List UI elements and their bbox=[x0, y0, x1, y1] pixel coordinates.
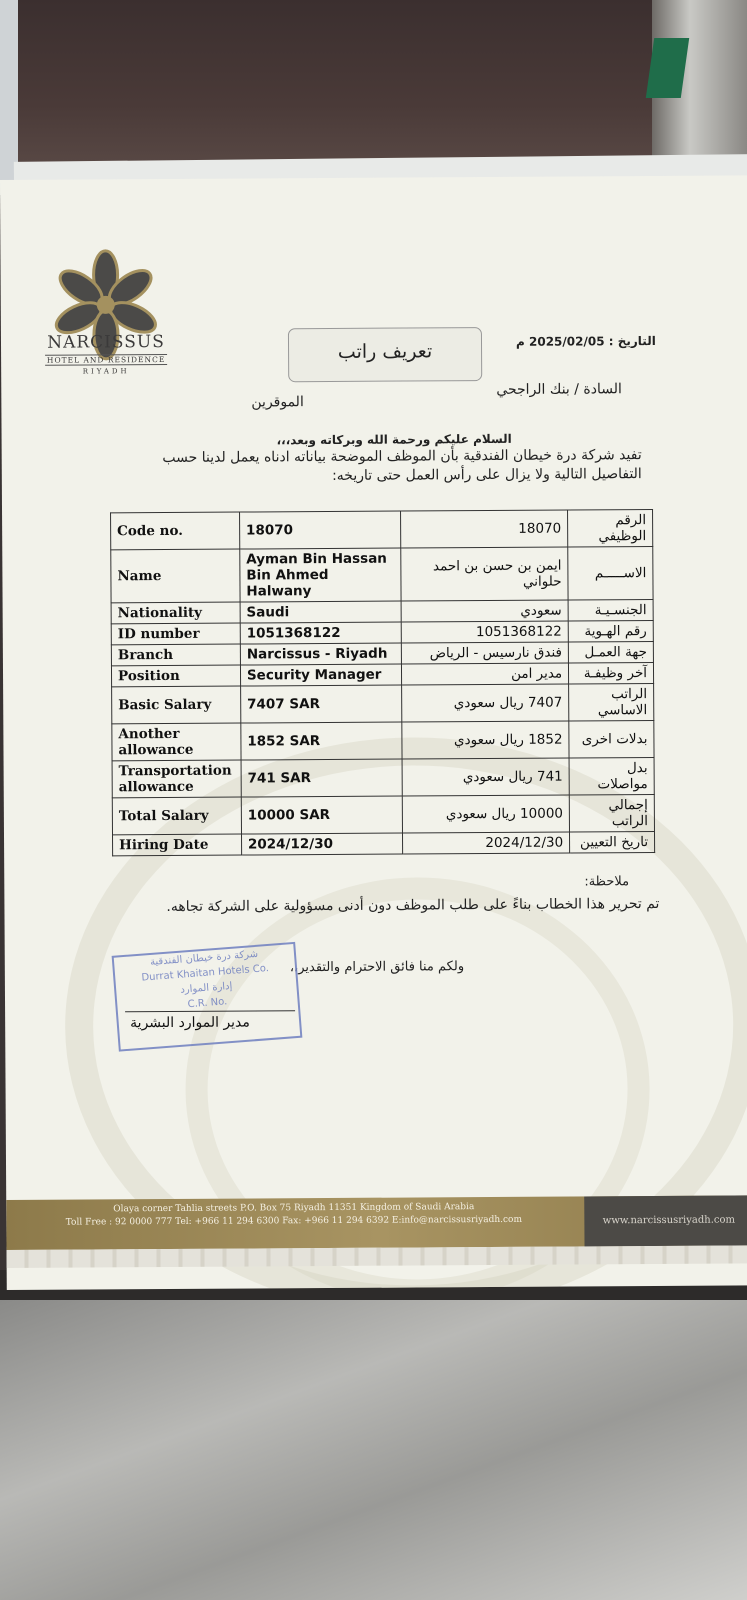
stamp-line-4: C.R. No. bbox=[187, 996, 228, 1011]
document-date: التاريخ : 2025/02/05 م bbox=[515, 333, 656, 349]
note-heading: ملاحظة: bbox=[584, 874, 630, 890]
row-label-en: ID number bbox=[111, 623, 240, 645]
table-row bbox=[112, 684, 654, 724]
row-value-ar: سعودي bbox=[402, 600, 569, 622]
row-value-en: 18070 bbox=[239, 511, 401, 549]
addressee: السادة / بنك الراجحي bbox=[496, 381, 622, 398]
row-label-en: Code no. bbox=[111, 512, 240, 550]
table-row bbox=[113, 832, 655, 856]
row-value-en: Narcissus - Riyadh bbox=[240, 643, 402, 665]
table-row bbox=[112, 758, 654, 798]
row-value-ar: ايمن بن حسن بن احمد حلواني bbox=[401, 547, 568, 601]
footer-website: www.narcissusriyadh.com bbox=[584, 1195, 747, 1246]
row-label-ar: الاســـــم bbox=[568, 547, 653, 601]
logo-subtitle: HOTEL AND RESIDENCE bbox=[46, 354, 166, 365]
row-label-en: Transportation allowance bbox=[112, 760, 241, 798]
row-value-ar: 7407 ريال سعودي bbox=[402, 684, 569, 722]
row-label-en: Another allowance bbox=[112, 723, 241, 761]
logo-city: RIYADH bbox=[82, 367, 130, 376]
row-label-ar: إجمالي الراتب bbox=[569, 795, 654, 833]
salary-letter-page bbox=[0, 175, 747, 1290]
row-label-ar: تاريخ التعيين bbox=[570, 832, 655, 854]
row-label-en: Total Salary bbox=[112, 797, 241, 835]
row-value-en: 1852 SAR bbox=[241, 722, 403, 760]
row-value-ar: 10000 ريال سعودي bbox=[403, 795, 570, 833]
table-row bbox=[111, 510, 653, 550]
row-value-en: 2024/12/30 bbox=[241, 833, 403, 855]
row-value-ar: 741 ريال سعودي bbox=[402, 758, 569, 796]
table-row bbox=[112, 795, 654, 835]
footer-line-1: Olaya corner Tahlia streets P.O. Box 75 Riyadh 11351 Kingdom of Saudi Arabia bbox=[113, 1202, 475, 1215]
intro-paragraph: تفيد شركة درة خيطان الفندقية بأن الموظف الموضحة بياناته ادناه يعمل لدينا حسب التفاصيل التالية ولا يزال على رأس العمل حتى تاريخه: bbox=[162, 447, 642, 484]
row-label-ar: الرقم الوظيفي bbox=[568, 510, 653, 548]
greeting: السلام عليكم ورحمة الله وبركاته وبعد،،، bbox=[276, 431, 512, 448]
row-label-en: Branch bbox=[111, 644, 240, 666]
regards-line: ولكم منا فائق الاحترام والتقدير،، bbox=[289, 959, 465, 976]
footer-address bbox=[6, 1200, 581, 1230]
hr-manager-title: مدير الموارد البشرية bbox=[130, 1014, 250, 1032]
company-stamp bbox=[112, 942, 303, 1052]
footer-pattern bbox=[7, 1245, 747, 1268]
note-text: تم تحرير هذا الخطاب بناءً على طلب الموظف دون أدنى مسؤولية على الشركة تجاهه. bbox=[166, 895, 660, 915]
stamp-line-3: إدارة الموارد bbox=[179, 980, 233, 996]
respected-label: الموقرين bbox=[251, 394, 304, 411]
row-value-en: Ayman Bin Hassan Bin Ahmed Halwany bbox=[240, 548, 402, 602]
logo-name: NARCISSUS bbox=[47, 331, 165, 353]
row-label-ar: رقم الهـوية bbox=[568, 621, 653, 643]
row-label-ar: الراتب الاساسي bbox=[569, 684, 654, 722]
row-label-ar: آخر وظيفـة bbox=[569, 663, 654, 685]
row-value-ar: فندق نارسيس - الرياض bbox=[402, 642, 569, 664]
stamp-line-2: Durrat Khaitan Hotels Co. bbox=[141, 962, 270, 984]
row-label-ar: جهة العمـل bbox=[568, 642, 653, 664]
document-title: تعريف راتب bbox=[288, 327, 482, 382]
row-value-en: 1051368122 bbox=[240, 622, 402, 644]
row-value-en: 10000 SAR bbox=[241, 796, 403, 834]
table-row bbox=[111, 547, 653, 603]
footer-line-2: Toll Free : 92 0000 777 Tel: +966 11 294 6300 Fax: +966 11 294 6392 E:info@narcissusriyadh.com bbox=[65, 1214, 523, 1228]
row-value-ar: 1852 ريال سعودي bbox=[402, 721, 569, 759]
row-label-en: Nationality bbox=[111, 602, 240, 624]
stamp-line-1: شركة درة خيطان الفندقية bbox=[149, 948, 259, 968]
row-value-en: 741 SAR bbox=[241, 759, 403, 797]
row-label-ar: بدلات اخرى bbox=[569, 721, 654, 759]
logo-wordmark bbox=[41, 332, 171, 376]
row-value-ar: مدير امن bbox=[402, 663, 569, 685]
table-row bbox=[112, 721, 654, 761]
salary-table bbox=[110, 509, 655, 856]
row-label-ar: الجنسـيـة bbox=[568, 600, 653, 622]
row-label-en: Position bbox=[111, 665, 240, 687]
row-value-ar: 18070 bbox=[401, 510, 568, 548]
row-label-en: Name bbox=[111, 549, 240, 603]
desk-background bbox=[0, 0, 747, 175]
row-value-ar: 2024/12/30 bbox=[403, 832, 570, 854]
row-label-ar: بدل مواصلات bbox=[569, 758, 654, 796]
row-value-en: 7407 SAR bbox=[240, 685, 402, 723]
row-value-en: Saudi bbox=[240, 601, 402, 623]
fabric-background bbox=[0, 1300, 747, 1600]
row-value-en: Security Manager bbox=[240, 664, 402, 686]
row-label-en: Hiring Date bbox=[113, 834, 242, 856]
row-label-en: Basic Salary bbox=[112, 686, 241, 724]
row-value-ar: 1051368122 bbox=[402, 621, 569, 643]
